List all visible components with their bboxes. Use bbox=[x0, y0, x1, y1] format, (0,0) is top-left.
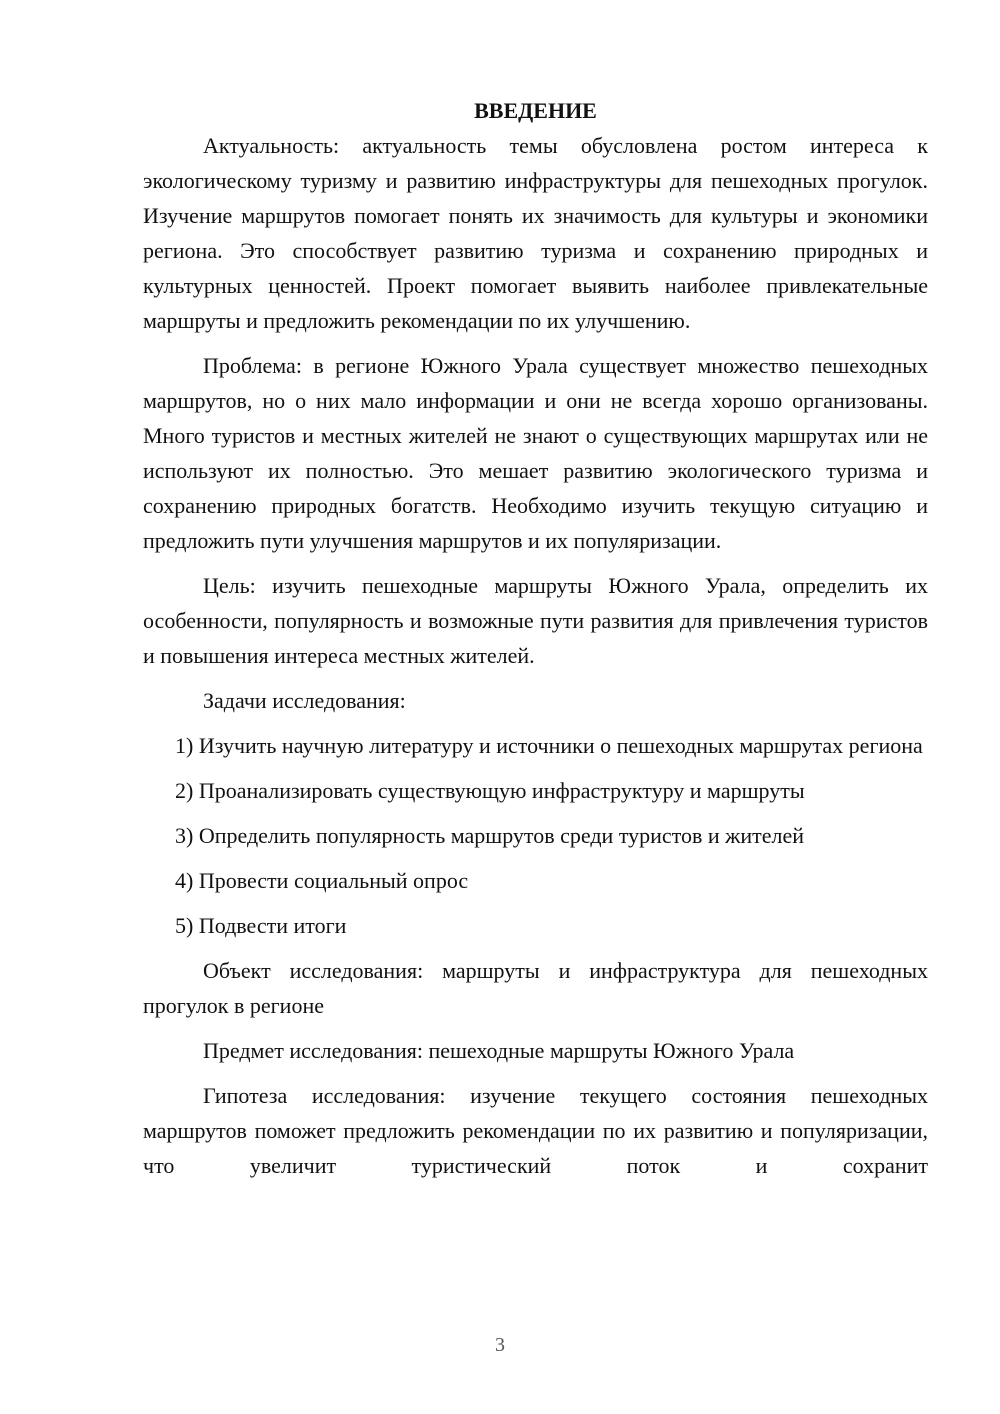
task-item-3: 3) Определить популярность маршрутов среди туристов и жителей bbox=[175, 823, 805, 848]
object-paragraph: Объект исследования: маршруты и инфраструктура для пешеходных прогулок в регионе bbox=[143, 958, 928, 1018]
document-page bbox=[143, 93, 928, 1193]
section-title: ВВЕДЕНИЕ bbox=[474, 98, 597, 123]
hypothesis-paragraph: Гипотеза исследования: изучение текущего состояния пешеходных маршрутов поможет предложить рекомендации по их развитию и популяризации, что увеличит туристический поток и сохранит bbox=[143, 1083, 928, 1178]
task-item-4: 4) Провести социальный опрос bbox=[175, 868, 469, 893]
relevance-paragraph: Актуальность: актуальность темы обусловлена ростом интереса к экологическому туризму и развитию инфраструктуры для пешеходных прогулок. Изучение маршрутов помогает понять их значимость для культуры и экономики региона. Это способствует развитию туризма и сохранению природных и культурных ценностей. Проект помогает выявить наиболее привлекательные маршруты и предложить рекомендации по их улучшению. bbox=[143, 133, 928, 333]
task-item-5: 5) Подвести итоги bbox=[175, 913, 347, 938]
task-item-1: 1) Изучить научную литературу и источники о пешеходных маршрутах региона bbox=[175, 733, 923, 758]
task-item-2: 2) Проанализировать существующую инфраструктуру и маршруты bbox=[175, 778, 805, 803]
subject-paragraph: Предмет исследования: пешеходные маршруты Южного Урала bbox=[203, 1038, 795, 1063]
problem-paragraph: Проблема: в регионе Южного Урала существует множество пешеходных маршрутов, но о них мало информации и они не всегда хорошо организованы. Много туристов и местных жителей не знают о существующих маршрутах или не используют их полностью. Это мешает развитию экологического туризма и сохранению природных богатств. Необходимо изучить текущую ситуацию и предложить пути улучшения маршрутов и их популяризации. bbox=[143, 353, 928, 553]
page-number: 3 bbox=[495, 1334, 505, 1356]
tasks-heading: Задачи исследования: bbox=[203, 688, 406, 713]
goal-paragraph: Цель: изучить пешеходные маршруты Южного Урала, определить их особенности, популярность и возможные пути развития для привлечения туристов и повышения интереса местных жителей. bbox=[143, 573, 928, 668]
